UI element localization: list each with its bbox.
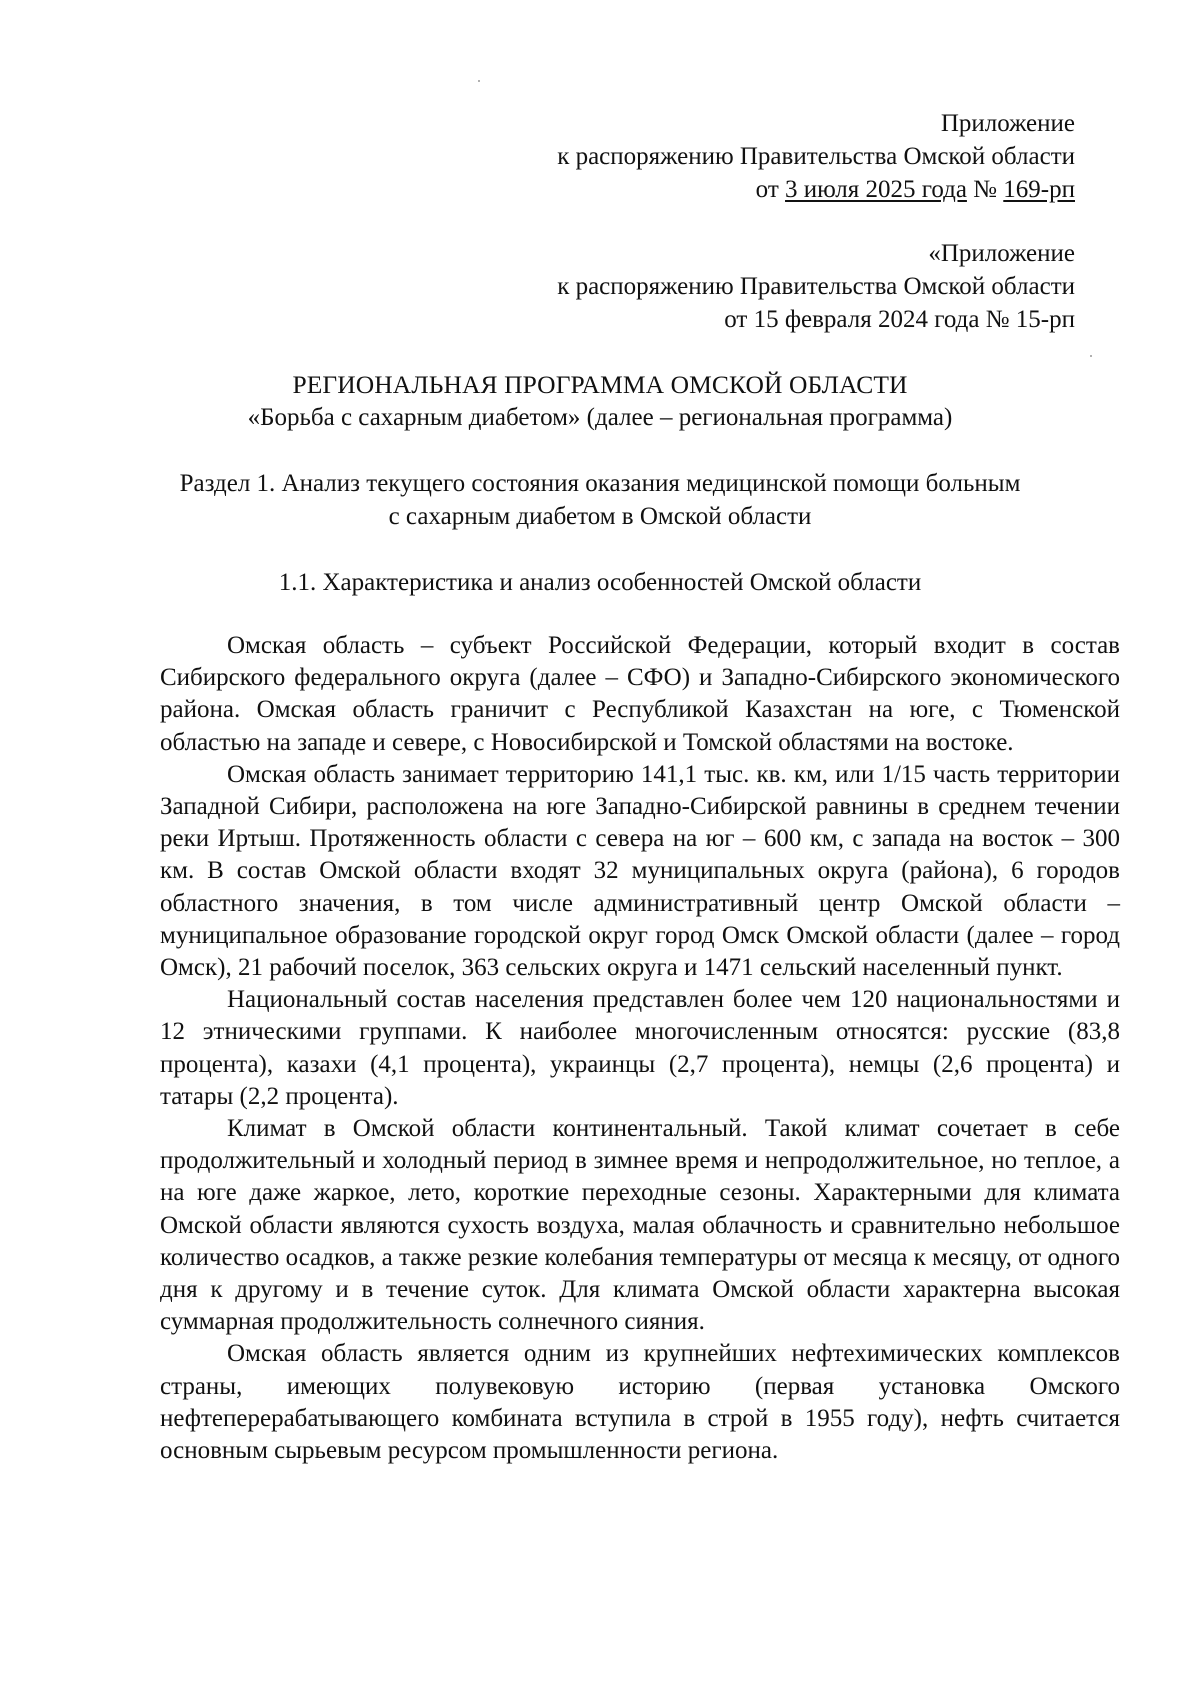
program-title	[120, 368, 1080, 434]
order-date: 3 июля 2025 года	[785, 176, 967, 203]
attachment-header-original	[557, 237, 1075, 336]
attachment-label: «Приложение	[928, 240, 1075, 267]
attachment-order-line: к распоряжению Правительства Омской области	[557, 273, 1075, 300]
section-heading-line2: с сахарным диабетом в Омской области	[388, 503, 812, 530]
program-title-sub: «Борьба с сахарным диабетом» (далее – региональная программа)	[247, 404, 953, 431]
attachment-date-line: от 15 февраля 2024 года № 15-рп	[724, 306, 1075, 333]
paragraph: Климат в Омской области континентальный. Такой климат сочетает в себе продолжительный и холодный период в зимнее время и непродолжительное, но теплое, а на юге даже жаркое, лето, короткие переходные сезоны. Характерными для климата Омской области являются сухость воздуха, малая облачность и сравнительно небольшое количество осадков, а также резкие колебания температуры от месяца к месяцу, от одного дня к другому и в течение суток. Для климата Омской области характерна высокая суммарная продолжительность солнечного сияния.	[160, 1115, 1120, 1336]
program-title-main: РЕГИОНАЛЬНАЯ ПРОГРАММА ОМСКОЙ ОБЛАСТИ	[292, 370, 908, 399]
order-number: 169-рп	[1003, 176, 1075, 203]
section-heading-line1: Раздел 1. Анализ текущего состояния оказания медицинской помощи больным	[179, 470, 1021, 497]
attachment-date-line	[557, 173, 1075, 206]
document-body	[160, 630, 1120, 1467]
paragraph: Омская область является одним из крупнейших нефтехимических комплексов страны, имеющих полувековую историю (первая установка Омского нефтеперерабатывающего комбината вступила в строй в 1955 году), нефть считается основным сырьевым ресурсом промышленности региона.	[160, 1340, 1120, 1465]
paragraph: Национальный состав населения представлен более чем 120 национальностями и 12 этническими группами. К наиболее многочисленным относятся: русские (83,8 процента), казахи (4,1 процента), украинцы (2,7 процента), немцы (2,6 процента) и татары (2,2 процента).	[160, 986, 1120, 1110]
date-prefix: от	[755, 176, 786, 203]
attachment-header-current	[557, 107, 1075, 206]
paragraph: Омская область занимает территорию 141,1 тыс. кв. км, или 1/15 часть территории Западной Сибири, расположена на юге Западно-Сибирской равнины в среднем течении реки Иртыш. Протяженность области с севера на юг – 600 км, с запада на восток – 300 км. В состав Омской области входят 32 муниципальных округа (района), 6 городов областного значения, в том числе административный центр Омской области – муниципальное образование городской округ город Омск Омской области (далее – город Омск), 21 рабочий поселок, 363 сельских округа и 1471 сельский населенный пункт.	[160, 760, 1120, 982]
subsection-heading: 1.1. Характеристика и анализ особенностей Омской области	[278, 569, 922, 596]
scan-speck	[478, 80, 480, 82]
section-heading	[120, 467, 1080, 533]
attachment-order-line: к распоряжению Правительства Омской области	[557, 143, 1075, 170]
attachment-label: Приложение	[940, 110, 1075, 137]
number-label: №	[966, 176, 1004, 203]
paragraph: Омская область – субъект Российской Федерации, который входит в состав Сибирского федерального округа (далее – СФО) и Западно-Сибирского экономического района. Омская область граничит с Республикой Казахстан на юге, с Тюменской областью на западе и севере, с Новосибирской и Томской областями на востоке.	[160, 632, 1120, 756]
scan-speck	[1090, 355, 1092, 357]
